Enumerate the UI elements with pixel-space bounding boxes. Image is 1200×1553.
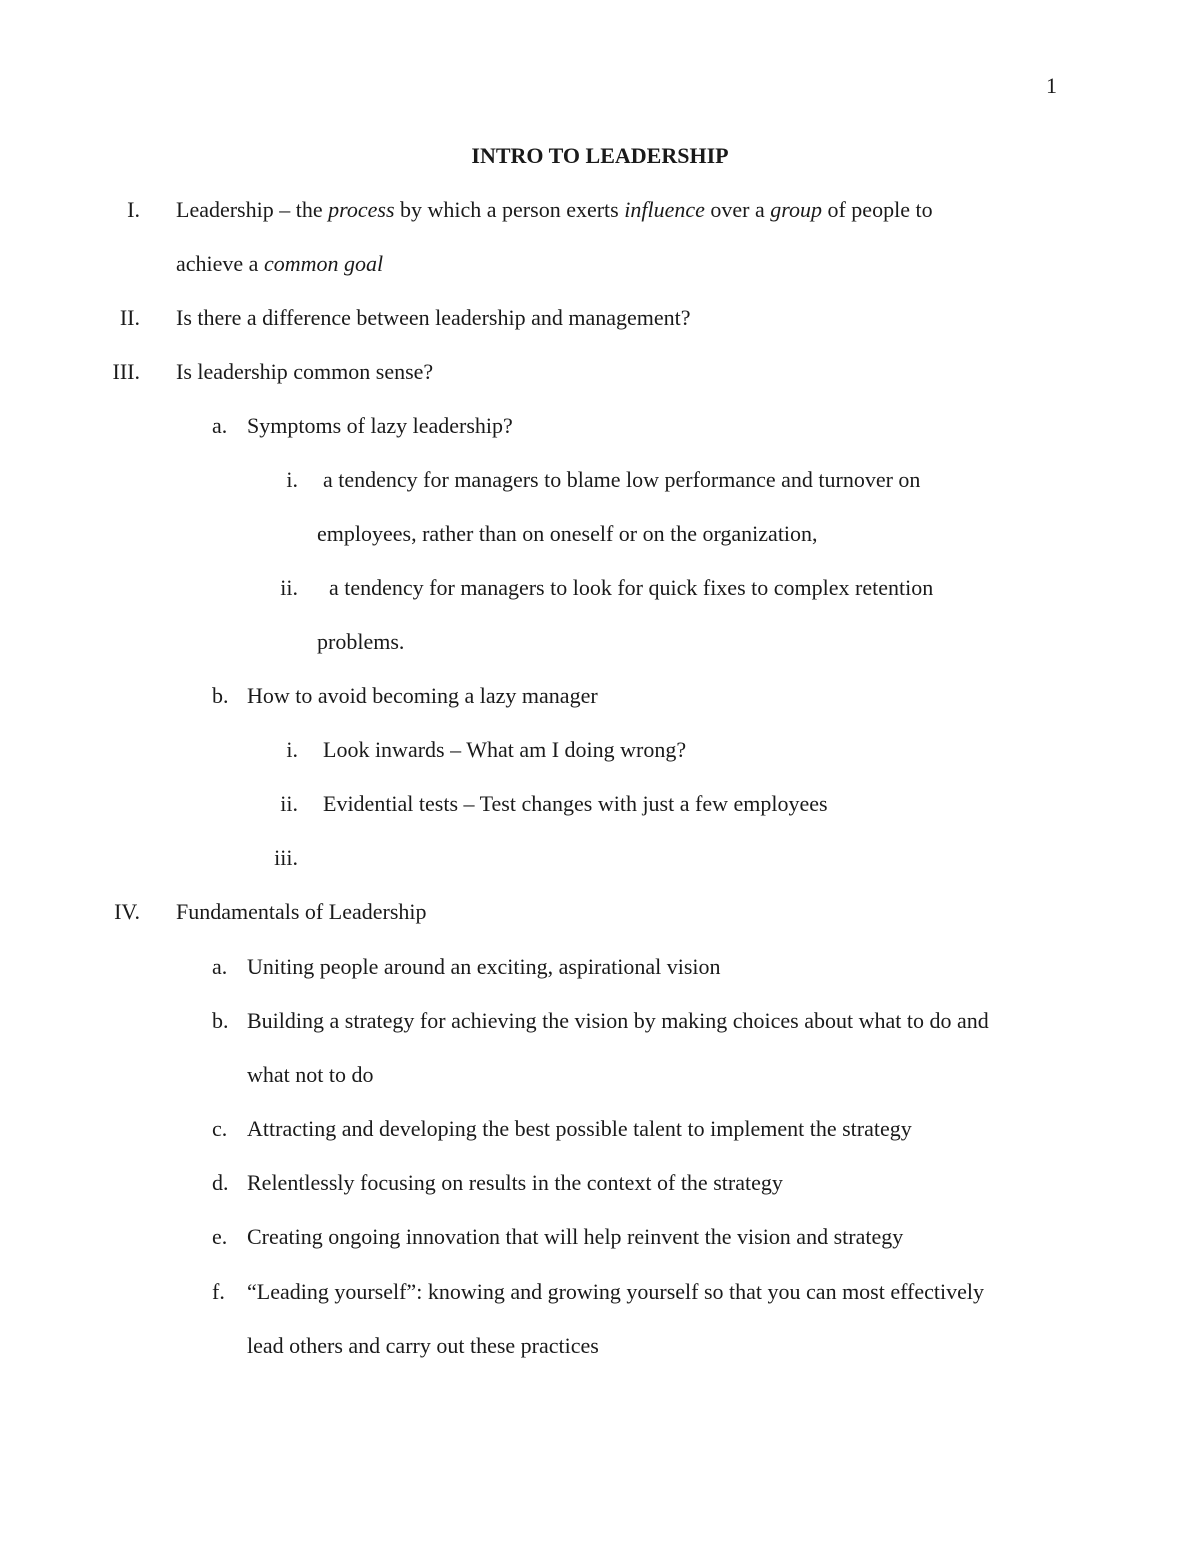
outline-item-I-line1: Leadership – the process by which a person exerts influence over a group of people to bbox=[176, 197, 933, 222]
outline-marker-II: II. bbox=[119, 305, 140, 330]
outline-marker-IV-b: b. bbox=[212, 1008, 229, 1033]
outline-marker-III-b-i: i. bbox=[286, 737, 298, 762]
outline-item-II: Is there a difference between leadership and management? bbox=[176, 305, 691, 330]
emphasis-process: process bbox=[328, 197, 395, 222]
emphasis-influence: influence bbox=[624, 197, 705, 222]
outline-item-III-a-i-line2: employees, rather than on oneself or on the organization, bbox=[317, 521, 818, 546]
outline-item-III-a-ii-line1: a tendency for managers to look for quick fixes to complex retention bbox=[329, 575, 934, 600]
outline-item-IV-f-line1: “Leading yourself”: knowing and growing yourself so that you can most effectively bbox=[247, 1279, 985, 1304]
outline-item-IV-e: Creating ongoing innovation that will help reinvent the vision and strategy bbox=[247, 1224, 904, 1249]
emphasis-common-goal: common goal bbox=[263, 251, 384, 276]
outline-item-IV-c: Attracting and developing the best possible talent to implement the strategy bbox=[247, 1116, 912, 1141]
outline-marker-IV-e: e. bbox=[212, 1224, 228, 1249]
outline-marker-I: I. bbox=[127, 197, 140, 222]
outline-item-III-b-i: Look inwards – What am I doing wrong? bbox=[323, 737, 687, 762]
outline-marker-IV: IV. bbox=[114, 899, 140, 924]
outline-marker-III-b-iii: iii. bbox=[274, 845, 298, 870]
outline-item-III-a: Symptoms of lazy leadership? bbox=[247, 413, 513, 438]
outline-marker-III-b-ii: ii. bbox=[280, 791, 298, 816]
outline-item-III-a-i-line1: a tendency for managers to blame low performance and turnover on bbox=[323, 467, 921, 492]
outline-item-IV-d: Relentlessly focusing on results in the context of the strategy bbox=[247, 1170, 783, 1195]
outline-item-IV-b-line2: what not to do bbox=[247, 1062, 374, 1087]
outline-item-III-b: How to avoid becoming a lazy manager bbox=[247, 683, 598, 708]
outline-marker-III: III. bbox=[112, 359, 140, 384]
outline-marker-IV-f: f. bbox=[212, 1279, 225, 1304]
outline-marker-IV-c: c. bbox=[212, 1116, 228, 1141]
outline-item-IV-a: Uniting people around an exciting, aspirational vision bbox=[247, 954, 721, 979]
outline-item-IV-b-line1: Building a strategy for achieving the vision by making choices about what to do and bbox=[247, 1008, 989, 1033]
outline-item-III-b-ii: Evidential tests – Test changes with just a few employees bbox=[323, 791, 828, 816]
page-number: 1 bbox=[1046, 73, 1057, 98]
outline-item-III: Is leadership common sense? bbox=[176, 359, 434, 384]
outline-marker-III-a: a. bbox=[212, 413, 228, 438]
outline-item-I-line2: achieve a common goal bbox=[176, 251, 384, 276]
emphasis-group: group bbox=[770, 197, 822, 222]
outline-marker-IV-a: a. bbox=[212, 954, 228, 979]
outline-item-III-a-ii-line2: problems. bbox=[317, 629, 405, 654]
outline-marker-III-b: b. bbox=[212, 683, 229, 708]
document-title: INTRO TO LEADERSHIP bbox=[471, 143, 729, 168]
outline-marker-III-a-ii: ii. bbox=[280, 575, 298, 600]
outline-marker-III-a-i: i. bbox=[286, 467, 298, 492]
outline-item-IV: Fundamentals of Leadership bbox=[176, 899, 427, 924]
outline-marker-IV-d: d. bbox=[212, 1170, 229, 1195]
outline-item-IV-f-line2: lead others and carry out these practices bbox=[247, 1333, 599, 1358]
